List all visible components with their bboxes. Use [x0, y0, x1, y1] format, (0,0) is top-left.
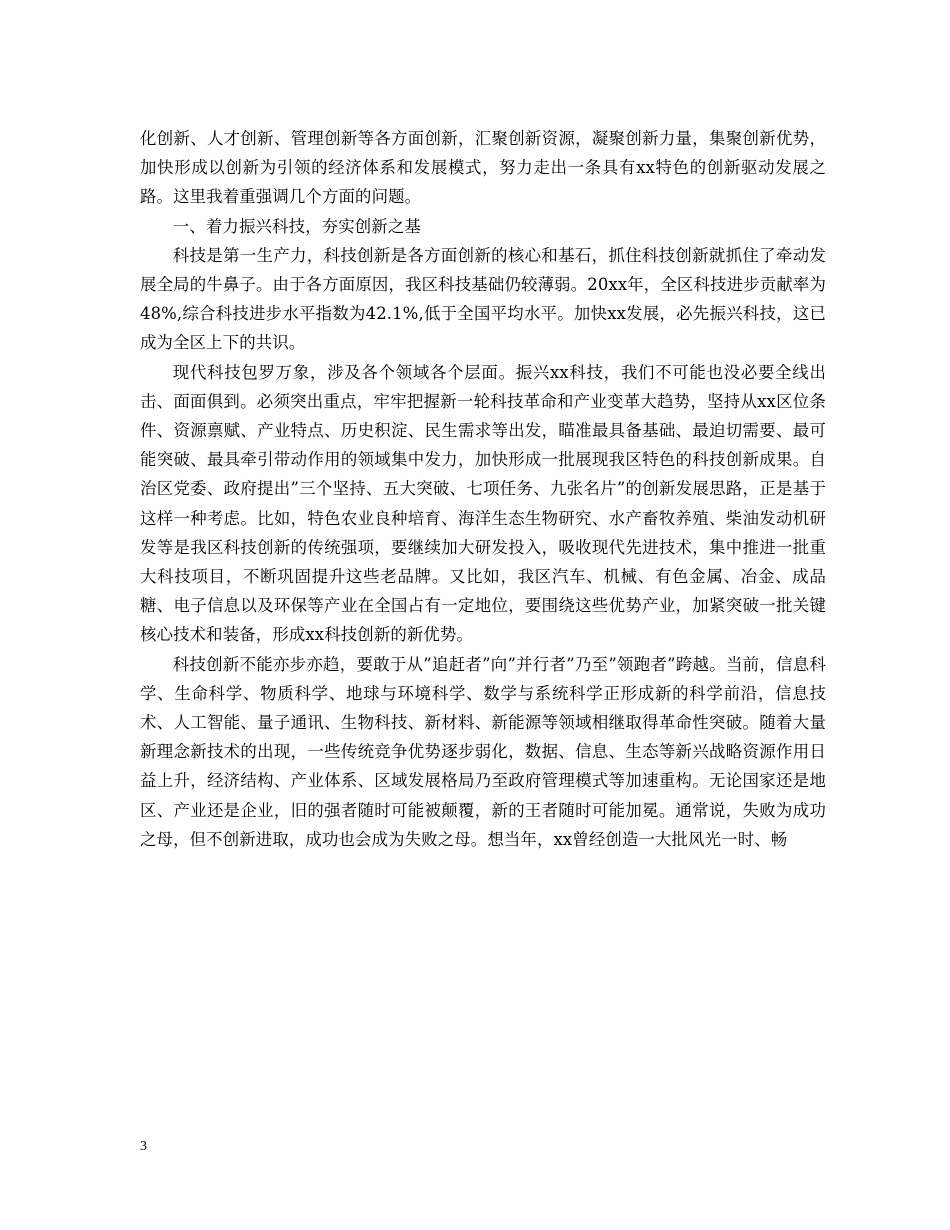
paragraph: 科技创新不能亦步亦趋，要敢于从”追赶者”向”并行者”乃至”领跑者”跨越。当前，信息科学、生命科学、物质科学、地球与环境科学、数学与系统科学正形成新的科学前沿，信息技术、人工智能、量子通讯、生物科技、新材料、新能源等领域相继取得革命性突破。随着大量新理念新技术的出现，一些传统竞争优势逐步弱化，数据、信息、生态等新兴战略资源作用日益上升，经济结构、产业体系、区域发展格局乃至政府管理模式等加速重构。无论国家还是地区、产业还是企业，旧的强者随时可能被颠覆，新的王者随时可能加冕。通常说，失败为成功之母，但不创新进取，成功也会成为失败之母。想当年，xx曾经创造一大批风光一时、畅 [140, 654, 826, 849]
paragraph: 现代科技包罗万象，涉及各个领域各个层面。振兴xx科技，我们不可能也没必要全线出击、面面俱到。必须突出重点，牢牢把握新一轮科技革命和产业变革大趋势，坚持从xx区位条件、资源禀赋、产业特点、历史积淀、民生需求等出发，瞄准最具备基础、最迫切需要、最可能突破、最具牵引带动作用的领域集中发力，加快形成一批展现我区特色的科技创新成果。自治区党委、政府提出”三个坚持、五大突破、七项任务、九张名片”的创新发展思路，正是基于这样一种考虑。比如，特色农业良种培育、海洋生态生物研究、水产畜牧养殖、柴油发动机研发等是我区科技创新的传统强项，要继续加大研发投入，吸收现代先进技术，集中推进一批重大科技项目，不断巩固提升这些老品牌。又比如，我区汽车、机械、有色金属、冶金、成品糖、电子信息以及环保等产业在全国占有一定地位，要围绕这些优势产业，加紧突破一批关键核心技术和装备，形成xx科技创新的新优势。 [140, 362, 826, 645]
paragraph: 科技是第一生产力，科技创新是各方面创新的核心和基石，抓住科技创新就抓住了牵动发展全局的牛鼻子。由于各方面原因，我区科技基础仍较薄弱。20xx年，全区科技进步贡献率为48%,综合科技进步水平指数为42.1%,低于全国平均水平。加快xx发展，必先振兴科技，这已成为全区上下的共识。 [140, 245, 826, 353]
section-heading: 一、着力振兴科技，夯实创新之基 [172, 216, 421, 236]
paragraph-continuation: 化创新、人才创新、管理创新等各方面创新，汇聚创新资源，凝聚创新力量，集聚创新优势，加快形成以创新为引领的经济体系和发展模式，努力走出一条具有xx特色的创新驱动发展之路。这里我着重强调几个方面的问题。 [140, 129, 826, 207]
document-body [140, 124, 826, 854]
page-number: 3 [140, 1139, 147, 1154]
